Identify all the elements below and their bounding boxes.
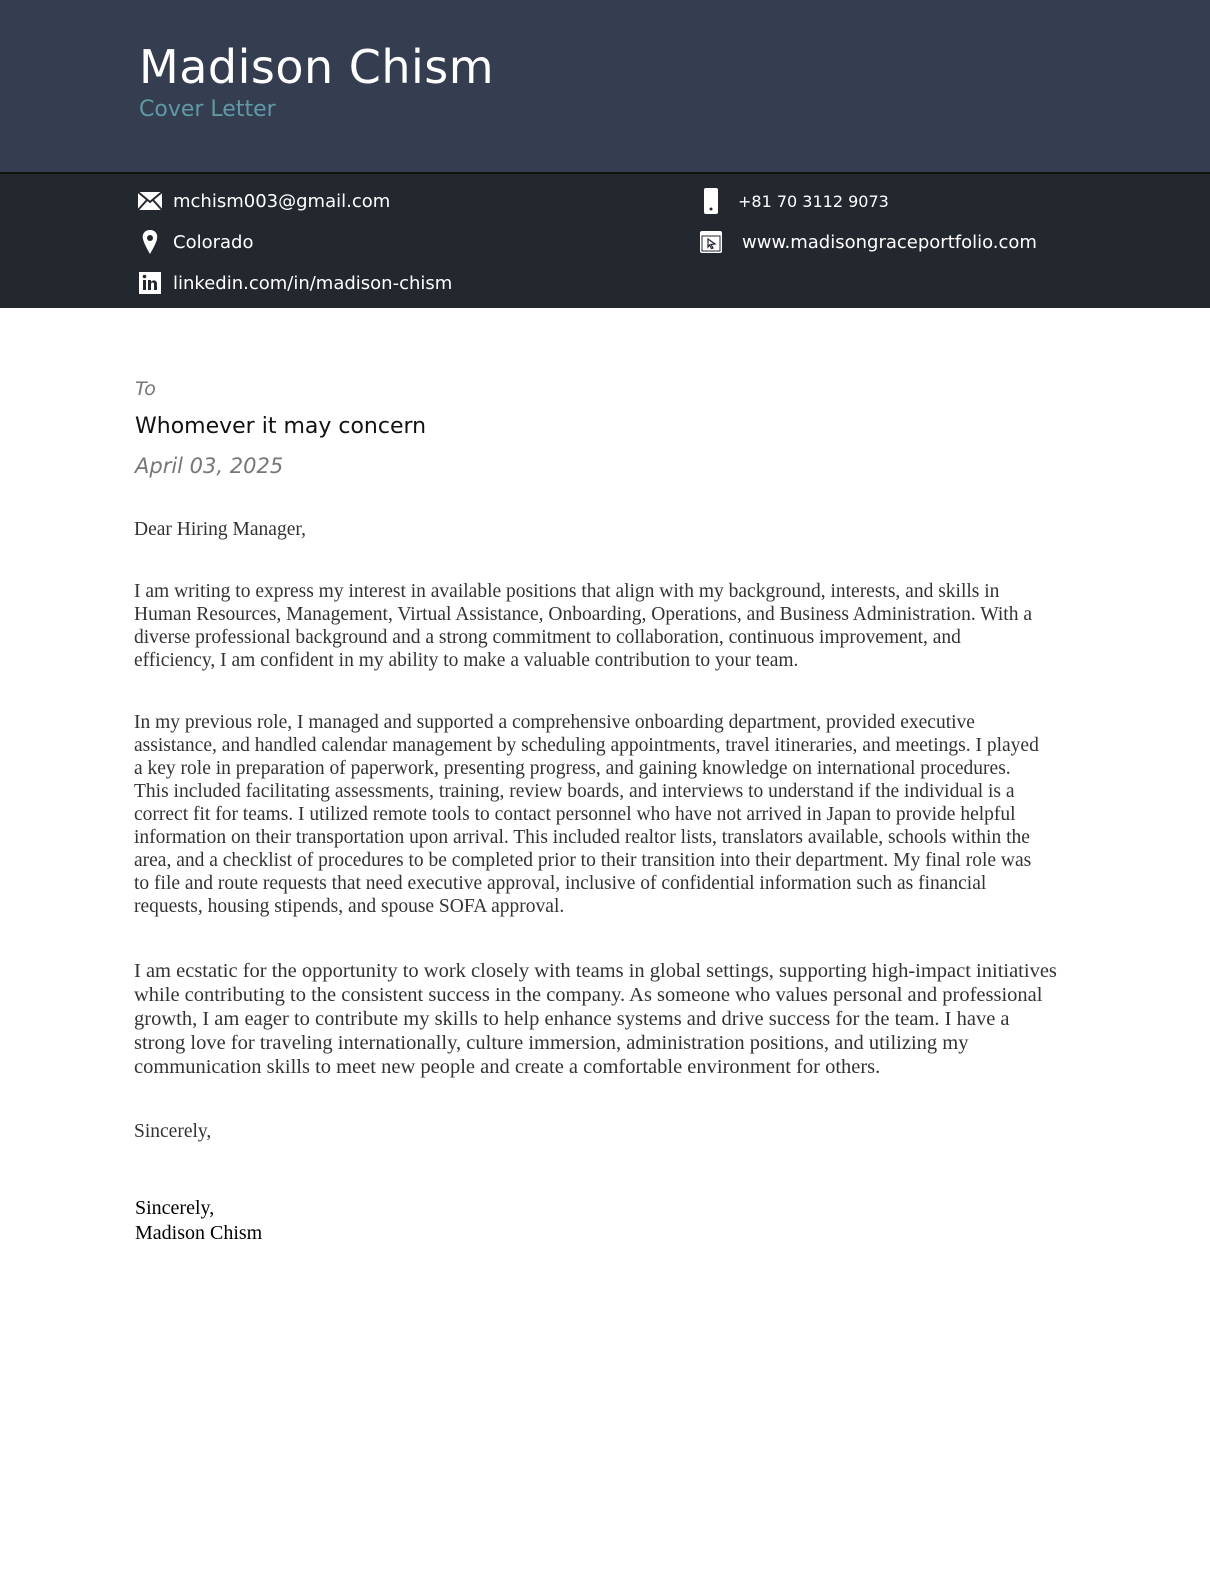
paragraph-line: assistance, and handled calendar management by scheduling appointments, travel itineraries, and meetings. I played	[134, 735, 1039, 756]
header-banner	[0, 0, 1210, 172]
paragraph-line: correct fit for teams. I utilized remote tools to contact personnel who have not arrived in Japan to provide helpful	[134, 804, 1016, 825]
paragraph-line: Human Resources, Management, Virtual Assistance, Onboarding, Operations, and Business Administration. With a	[134, 604, 1032, 625]
contact-website[interactable]	[698, 229, 1037, 255]
paragraph-line: to file and route requests that need executive approval, inclusive of confidential information such as financial	[134, 873, 987, 894]
map-pin-icon	[137, 229, 163, 255]
contact-linkedin[interactable]	[137, 270, 452, 296]
contact-location	[137, 229, 253, 255]
phone-icon	[698, 188, 724, 214]
applicant-name: Madison Chism	[139, 40, 495, 94]
paragraph-line: information on their transportation upon arrival. This included realtor lists, translators available, schools within the	[134, 827, 1030, 848]
paragraph-line: I am ecstatic for the opportunity to work closely with teams in global settings, supporting high-impact initiatives	[134, 960, 1057, 982]
paragraph-line: efficiency, I am confident in my ability to make a valuable contribution to your team.	[134, 650, 799, 671]
email-text: mchism003@gmail.com	[173, 190, 391, 212]
body-paragraph-1	[134, 580, 1094, 672]
greeting: Dear Hiring Manager,	[134, 519, 306, 540]
document-subtitle: Cover Letter	[139, 97, 276, 122]
paragraph-line: requests, housing stipends, and spouse SOFA approval.	[134, 896, 565, 917]
website-text: www.madisongraceportfolio.com	[742, 231, 1037, 253]
paragraph-line: growth, I am eager to contribute my skills to help enhance systems and drive success for the team. I have a	[134, 1008, 1010, 1030]
paragraph-line: strong love for traveling internationally, culture immersion, administration positions, and utilizing my	[134, 1032, 969, 1054]
paragraph-line: while contributing to the consistent success in the company. As someone who values personal and professional	[134, 984, 1043, 1006]
to-label: To	[135, 378, 156, 400]
body-paragraph-2	[134, 711, 1094, 918]
paragraph-line: This included facilitating assessments, training, review boards, and interviews to understand if the individual is a	[134, 781, 1015, 802]
closing: Sincerely,	[134, 1121, 212, 1142]
location-text: Colorado	[173, 231, 254, 253]
paragraph-line: a key role in preparation of paperwork, presenting progress, and gaining knowledge on international procedures.	[134, 758, 1011, 779]
paragraph-line: I am writing to express my interest in available positions that align with my background, interests, and skills in	[134, 581, 1000, 602]
linkedin-text: linkedin.com/in/madison-chism	[173, 272, 453, 294]
signature-closing: Sincerely,	[135, 1197, 215, 1219]
paragraph-line: communication skills to meet new people and create a comfortable environment for others.	[134, 1056, 881, 1078]
paragraph-line: diverse professional background and a strong commitment to collaboration, continuous improvement, and	[134, 627, 961, 648]
signature-block	[135, 1196, 262, 1246]
contact-email[interactable]	[137, 188, 390, 214]
phone-text: +81 70 3112 9073	[738, 191, 889, 211]
letter-date: April 03, 2025	[135, 454, 284, 478]
recipient: Whomever it may concern	[135, 414, 427, 439]
paragraph-line: area, and a checklist of procedures to be completed prior to their transition into their department. My final role was	[134, 850, 1032, 871]
body-paragraph-3	[134, 959, 1094, 1079]
contact-bar	[0, 172, 1210, 308]
linkedin-icon	[137, 270, 163, 296]
contact-phone[interactable]	[698, 188, 889, 214]
browser-cursor-icon	[698, 229, 724, 255]
paragraph-line: In my previous role, I managed and supported a comprehensive onboarding department, provided executive	[134, 712, 975, 733]
envelope-icon	[137, 188, 163, 214]
signature-name: Madison Chism	[135, 1222, 263, 1244]
